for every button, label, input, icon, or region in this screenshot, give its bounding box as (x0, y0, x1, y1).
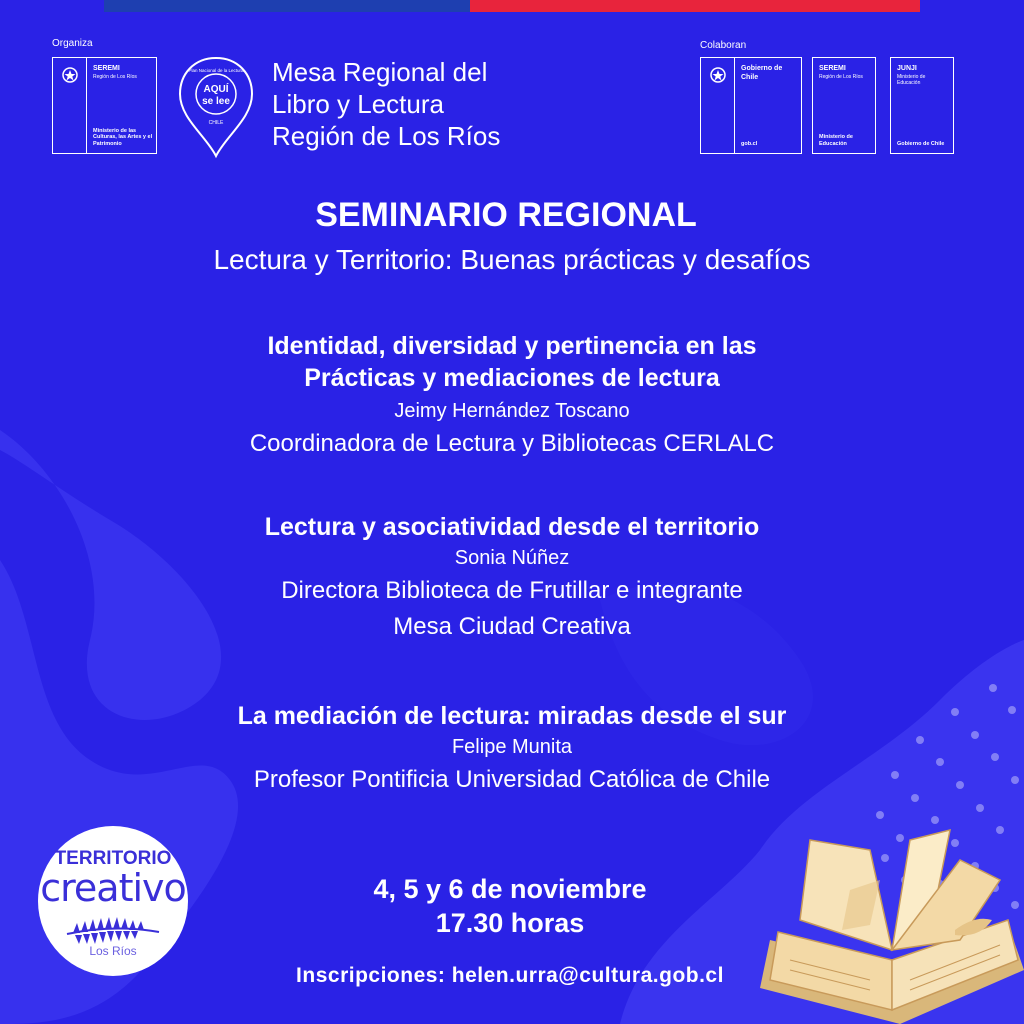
session-block (0, 511, 1024, 645)
organiza-label: Organiza (52, 38, 93, 49)
tc-line1: TERRITORIO (54, 848, 172, 869)
session-title: Identidad, diversidad y pertinencia en las (267, 332, 757, 360)
mesa-title-line: Libro y Lectura (272, 89, 444, 119)
session-speaker: Jeimy Hernández Toscano (394, 400, 630, 422)
seminar-subtitle: Lectura y Territorio: Buenas prácticas y desafíos (213, 244, 811, 275)
collab-card-sub: Ministerio de Educación (897, 74, 926, 86)
pin-line2: se lee (202, 96, 230, 107)
session-role: Coordinadora de Lectura y Bibliotecas CERLALC (249, 430, 775, 457)
session-title: Prácticas y mediaciones de lectura (304, 364, 720, 392)
collab-card-bottom: Ministerio de Educación (819, 134, 853, 147)
seremi-card-region: Región de Los Ríos (93, 74, 137, 80)
collab-card-bottom: Gobierno de Chile (897, 140, 945, 147)
mesa-title-line: Mesa Regional del (272, 57, 488, 87)
flag-stripe-blue (104, 0, 470, 12)
session-role: Directora Biblioteca de Frutillar e integrante (281, 577, 743, 604)
session-block (0, 700, 1024, 798)
flag-stripe-red (470, 0, 920, 12)
open-book-icon (760, 820, 1024, 1024)
pin-arc-text: Plan Nacional de la Lectura (188, 68, 244, 73)
seremi-culturas-logo (52, 57, 157, 154)
junji-logo (890, 57, 954, 154)
seremi-card-ministry: Ministerio de las Culturas, las Artes y el Patrimonio (93, 127, 153, 147)
session-role: Profesor Pontificia Universidad Católica de Chile (253, 766, 771, 793)
collab-card-bottom: gob.cl (741, 140, 758, 147)
collab-card-title: Gobierno de Chile (741, 65, 783, 81)
chile-emblem-icon (705, 64, 731, 86)
seremi-card-title: SEREMI (93, 65, 120, 72)
territorio-creativo-logo (38, 826, 188, 976)
tc-line2: creativo (40, 866, 186, 910)
mesa-title-line: Región de Los Ríos (272, 121, 501, 151)
collab-card-sub: Región de Los Ríos (819, 74, 863, 80)
session-speaker: Felipe Munita (451, 736, 573, 758)
fern-icon (63, 914, 163, 946)
collab-card-title: JUNJI (897, 65, 917, 72)
session-title: Lectura y asociatividad desde el territorio (264, 513, 760, 541)
session-speaker: Sonia Núñez (454, 547, 570, 569)
pin-country: CHILE (208, 120, 224, 126)
pin-line1: AQUÍ (203, 84, 229, 95)
map-pin-icon (176, 52, 256, 162)
seminar-title: SEMINARIO REGIONAL (315, 196, 697, 234)
registration-contact[interactable]: Inscripciones: helen.urra@cultura.gob.cl (296, 964, 724, 987)
session-block (0, 330, 1024, 462)
session-role: Mesa Ciudad Creativa (393, 613, 631, 640)
chile-emblem-icon (57, 64, 83, 86)
seremi-educacion-logo (812, 57, 876, 154)
gobierno-chile-logo (700, 57, 802, 154)
event-dates: 4, 5 y 6 de noviembre (373, 874, 647, 904)
session-title: La mediación de lectura: miradas desde el sur (237, 702, 787, 730)
event-time: 17.30 horas (435, 908, 585, 938)
tc-line3: Los Ríos (89, 944, 137, 958)
colaboran-label: Colaboran (700, 40, 747, 51)
collab-card-title: SEREMI (819, 65, 846, 72)
mesa-regional-title (272, 56, 532, 152)
